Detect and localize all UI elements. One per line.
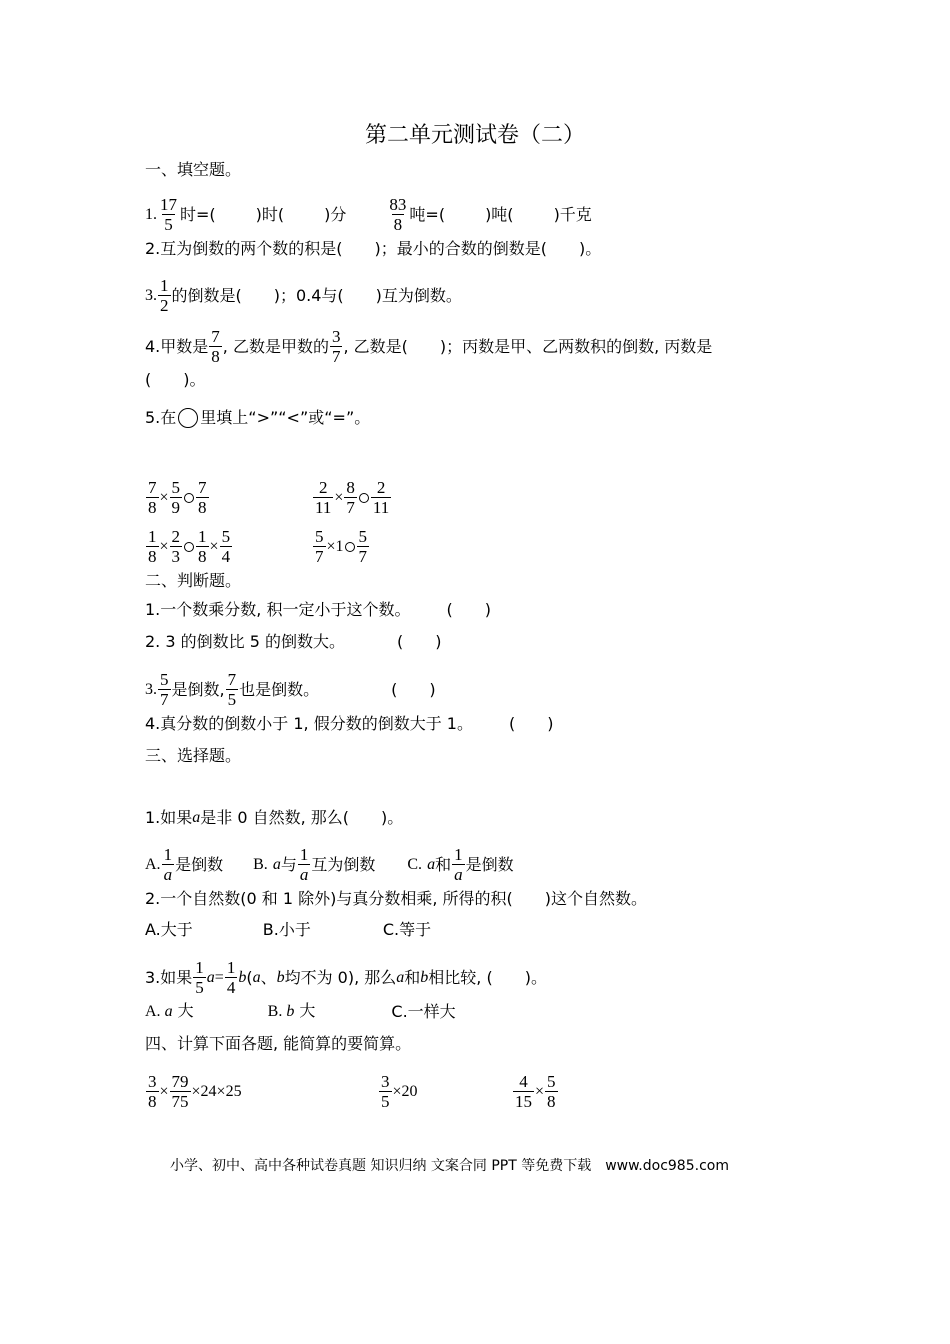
option-a[interactable]: A.大于: [145, 920, 193, 939]
fraction: $\frac{1}{2}$: [160, 276, 169, 315]
question-1-4: 4.甲数是 $\frac{7}{8}$ , 乙数是甲数的 $\frac{3}{7}$ , 乙数是( )；丙数是甲、乙两数积的倒数, 丙数是: [145, 327, 713, 366]
calc-expression-1: $\frac{3}{8}$ × $\frac{79}{75}$ ×24×25: [148, 1072, 242, 1111]
question-3-1: 1.如果 a 是非 0 自然数, 那么( )。: [145, 808, 404, 827]
fraction: $\frac{83}{8}$: [389, 195, 407, 234]
question-1-3: 3. $\frac{1}{2}$ 的倒数是( )；0.4与( )互为倒数。: [145, 276, 462, 315]
section-heading-true-false: 二、判断题。: [145, 571, 242, 590]
question-1-4-cont: ( )。: [145, 370, 206, 389]
option-c[interactable]: C.一样大: [391, 1001, 456, 1021]
question-3-1-options: A. $\frac{1}{a}$ 是倒数 B. a 与 $\frac{1}{a}$ 互为倒数 C. a 和 $\frac{1}{a}$ 是倒数: [145, 845, 514, 884]
option-a[interactable]: A. a 大: [145, 1001, 194, 1020]
option-b[interactable]: B.: [253, 855, 268, 873]
compare-circle-icon[interactable]: [345, 542, 355, 552]
page-title: 第二单元测试卷（二）: [364, 123, 585, 148]
question-2-1: 1.一个数乘分数, 积一定小于这个数。 ( ): [145, 600, 491, 619]
section-heading-fill-blank: 一、填空题。: [145, 160, 242, 179]
option-b[interactable]: B.小于: [262, 920, 311, 939]
question-3-3-options: [145, 1001, 456, 1022]
compare-item-4: $\frac{5}{7}$ ×1 $\frac{5}{7}$: [315, 527, 368, 566]
question-3-3: 3.如果 $\frac{1}{5}$ a = $\frac{1}{4}$ b ( a 、 b 均不为 0), 那么 a 和 b 相比较, ( )。: [145, 958, 547, 997]
fraction: $\frac{3}{7}$: [331, 327, 341, 366]
question-2-3: 3. $\frac{5}{7}$ 是倒数, $\frac{7}{5}$ 也是倒数。 ( ): [145, 670, 436, 709]
option-a[interactable]: A.: [145, 855, 161, 873]
answer-paren: ( ): [396, 632, 442, 651]
section-heading-calculation: 四、计算下面各题, 能简算的要简算。: [145, 1034, 412, 1053]
option-c[interactable]: C.: [407, 855, 423, 873]
compare-circle-icon[interactable]: [184, 542, 194, 552]
compare-item-2: $\frac{2}{11}$ × $\frac{8}{7}$ $\frac{2}{11}$: [315, 478, 390, 517]
section-heading-multiple-choice: 三、选择题。: [145, 746, 242, 765]
answer-paren: ( ): [508, 714, 554, 733]
calc-expression-3: $\frac{4}{15}$ × $\frac{5}{8}$: [515, 1072, 556, 1111]
compare-circle-icon[interactable]: [359, 493, 369, 503]
compare-item-3: $\frac{1}{8}$ × $\frac{2}{3}$ $\frac{1}{8}$ × $\frac{5}{4}$: [148, 527, 231, 566]
question-1-5: 5.在 里填上“>”“<”或“=”。: [145, 408, 371, 427]
footer-text: 小学、初中、高中各种试卷真题 知识归纳 文案合同 PPT 等免费下载 www.doc985.com: [170, 1158, 729, 1174]
answer-paren: ( ): [446, 600, 491, 619]
option-b[interactable]: B. b 大: [267, 1001, 316, 1020]
question-1-1: 1. $\frac{17}{5}$ 时=( )时( )分 $\frac{83}{8}$ 吨=( )吨( )千克: [145, 195, 592, 234]
fraction: $\frac{7}{8}$: [211, 327, 220, 366]
calc-expression-2: $\frac{3}{5}$ ×20: [381, 1072, 418, 1111]
question-3-2-options: [145, 920, 431, 940]
question-2-2: 2. 3 的倒数比 5 的倒数大。 ( ): [145, 632, 442, 651]
question-3-2: 2.一个自然数(0 和 1 除外)与真分数相乘, 所得的积( )这个自然数。: [145, 889, 648, 908]
fraction: $\frac{17}{5}$: [160, 195, 177, 234]
compare-item-1: $\frac{7}{8}$ × $\frac{5}{9}$ $\frac{7}{8}$: [148, 478, 207, 517]
option-c[interactable]: C.等于: [382, 920, 432, 939]
question-2-4: 4.真分数的倒数小于 1, 假分数的倒数大于 1。 ( ): [145, 714, 554, 733]
compare-circle-icon[interactable]: [184, 493, 194, 503]
answer-paren: ( ): [391, 679, 436, 699]
circle-icon: [178, 408, 198, 428]
question-1-2: 2.互为倒数的两个数的积是( )；最小的合数的倒数是( )。: [145, 239, 602, 258]
